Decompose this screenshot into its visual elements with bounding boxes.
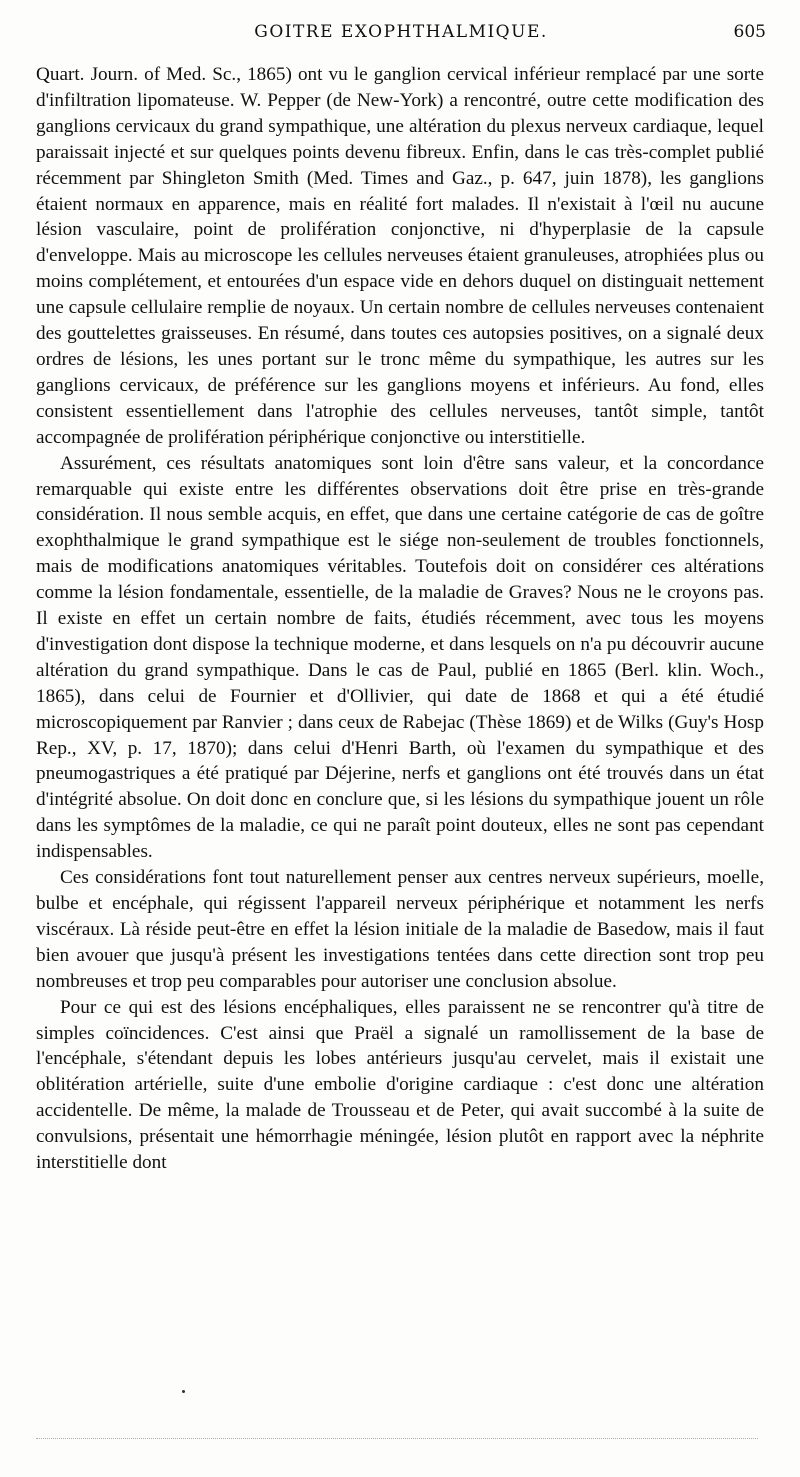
page-number: 605 [733, 22, 766, 42]
paragraph-4: Pour ce qui est des lésions encéphaliques, elles paraissent ne se rencontrer qu'à titre de simples coïncidences. C'est ainsi que Praël a signalé un ramollissement de la base de l'encéphale, s'étendant depuis les lobes antérieurs jusqu'au cervelet, mais il existait une oblitération artérielle, suite d'une embolie d'origine cardiaque : c'est donc une altération accidentelle. De même, la malade de Trousseau et de Peter, qui avait succombé à la suite de convulsions, présentait une hémorrhagie méningée, lésion plutôt en rapport avec la néphrite interstitielle dont [36, 996, 764, 1174]
paragraph-3: Ces considérations font tout naturellement penser aux centres nerveux supérieurs, moelle, bulbe et encéphale, qui régissent l'appareil nerveux périphérique et notamment les nerfs viscéraux. Là réside peut-être en effet la lésion initiale de la maladie de Basedow, mais il faut bien avouer que jusqu'à présent les investigations tentées dans cette direction sont trop peu nombreuses et trop peu comparables pour autoriser une conclusion absolue. [36, 867, 764, 992]
running-title: GOITRE EXOPHTHALMIQUE. [254, 22, 548, 42]
body-text [36, 62, 764, 1176]
paragraph-1: Quart. Journ. of Med. Sc., 1865) ont vu le ganglion cervical inférieur remplacé par une sorte d'infiltration lipomateuse. W. Pepper (de New-York) a rencontré, outre cette modification des ganglions cervicaux du grand sympathique, une altération du plexus nerveux cardiaque, lequel paraissait injecté et sur quelques points devenu fibreux. Enfin, dans le cas très-complet publié récemment par Shingleton Smith (Med. Times and Gaz., p. 647, juin 1878), les ganglions étaient normaux en apparence, mais en réalité fort malades. Il n'existait à l'œil nu aucune lésion vasculaire, point de prolifération conjonctive, ni d'hyperplasie de la capsule d'enveloppe. Mais au microscope les cellules nerveuses étaient granuleuses, atrophiées plus ou moins complétement, et entourées d'un espace vide en dehors duquel on distinguait nettement une capsule cellulaire remplie de noyaux. Un certain nombre de cellules nerveuses contenaient des gouttelettes graisseuses. En résumé, dans toutes ces autopsies positives, on a signalé deux ordres de lésions, les unes portant sur le tronc même du sympathique, les autres sur les ganglions cervicaux, de préférence sur les ganglions moyens et inférieurs. Au fond, elles consistent essentiellement dans l'atrophie des cellules nerveuses, tantôt simple, tantôt accompagnée de prolifération périphérique conjonctive ou interstitielle. [36, 64, 764, 448]
faint-bottom-rule [36, 1438, 758, 1439]
running-head [36, 8, 766, 42]
print-speck [182, 1390, 185, 1393]
paragraph-2: Assurément, ces résultats anatomiques sont loin d'être sans valeur, et la concordance remarquable qui existe entre les différentes observations doit être prise en très-grande considération. Il nous semble acquis, en effet, que dans une certaine catégorie de cas de goître exophthalmique le grand sympathique est le siége non-seulement de troubles fonctionnels, mais de modifications anatomiques véritables. Toutefois doit on considérer ces altérations comme la lésion fondamentale, essentielle, de la maladie de Graves? Nous ne le croyons pas. Il existe en effet un certain nombre de faits, étudiés récemment, avec tous les moyens d'investigation dont dispose la technique moderne, et dans lesquels on n'a pu découvrir aucune altération du grand sympathique. Dans le cas de Paul, publié en 1865 (Berl. klin. Woch., 1865), dans celui de Fournier et d'Ollivier, qui date de 1868 et qui a été étudié microscopiquement par Ranvier ; dans ceux de Rabejac (Thèse 1869) et de Wilks (Guy's Hosp Rep., XV, p. 17, 1870); dans celui d'Henri Barth, où l'examen du sympathique et des pneumogastriques a été pratiqué par Déjerine, nerfs et ganglions ont été trouvés dans un état d'intégrité absolue. On doit donc en conclure que, si les lésions du sympathique jouent un rôle dans les symptômes de la maladie, ce qui ne paraît point douteux, elles ne sont pas cependant indispensables. [36, 452, 764, 863]
